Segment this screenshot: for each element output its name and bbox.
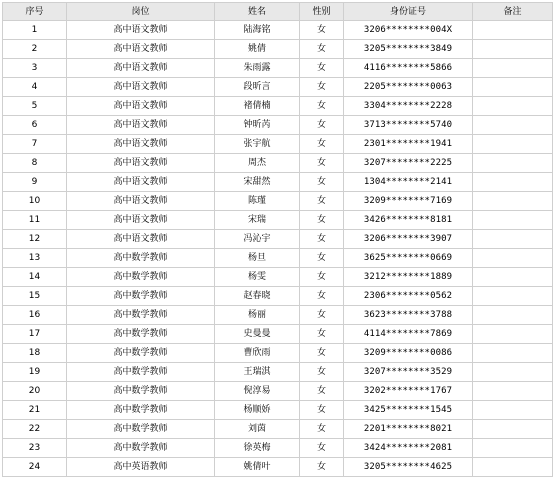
cell-remarks bbox=[473, 306, 553, 325]
cell-index: 14 bbox=[3, 268, 67, 287]
cell-remarks bbox=[473, 439, 553, 458]
cell-gender: 女 bbox=[300, 420, 344, 439]
cell-name: 刘茵 bbox=[215, 420, 300, 439]
cell-index: 21 bbox=[3, 401, 67, 420]
cell-name: 段昕言 bbox=[215, 78, 300, 97]
cell-position: 高中数学教师 bbox=[67, 325, 215, 344]
cell-name: 钟昕芮 bbox=[215, 116, 300, 135]
cell-index: 2 bbox=[3, 40, 67, 59]
cell-remarks bbox=[473, 401, 553, 420]
table-row bbox=[3, 78, 553, 97]
cell-id-number: 3206********004X bbox=[344, 21, 473, 40]
cell-remarks bbox=[473, 325, 553, 344]
cell-gender: 女 bbox=[300, 325, 344, 344]
cell-position: 高中语文教师 bbox=[67, 211, 215, 230]
column-header-remarks: 备注 bbox=[473, 3, 553, 21]
cell-id-number: 2205********0063 bbox=[344, 78, 473, 97]
cell-name: 姚倩叶 bbox=[215, 458, 300, 477]
cell-position: 高中数学教师 bbox=[67, 249, 215, 268]
cell-remarks bbox=[473, 363, 553, 382]
table-row bbox=[3, 382, 553, 401]
cell-position: 高中语文教师 bbox=[67, 116, 215, 135]
cell-id-number: 3212********1889 bbox=[344, 268, 473, 287]
cell-position: 高中语文教师 bbox=[67, 173, 215, 192]
cell-name: 杨丽 bbox=[215, 306, 300, 325]
cell-remarks bbox=[473, 268, 553, 287]
cell-id-number: 3625********0669 bbox=[344, 249, 473, 268]
column-header-gender: 性别 bbox=[300, 3, 344, 21]
cell-gender: 女 bbox=[300, 306, 344, 325]
table-row bbox=[3, 268, 553, 287]
cell-remarks bbox=[473, 135, 553, 154]
cell-position: 高中语文教师 bbox=[67, 97, 215, 116]
cell-gender: 女 bbox=[300, 382, 344, 401]
cell-gender: 女 bbox=[300, 439, 344, 458]
cell-id-number: 3206********3907 bbox=[344, 230, 473, 249]
candidate-table bbox=[2, 2, 553, 477]
cell-name: 朱雨露 bbox=[215, 59, 300, 78]
cell-name: 陈瑾 bbox=[215, 192, 300, 211]
cell-gender: 女 bbox=[300, 40, 344, 59]
table-row bbox=[3, 173, 553, 192]
cell-gender: 女 bbox=[300, 21, 344, 40]
table-row bbox=[3, 116, 553, 135]
cell-remarks bbox=[473, 211, 553, 230]
cell-id-number: 1304********2141 bbox=[344, 173, 473, 192]
cell-position: 高中语文教师 bbox=[67, 59, 215, 78]
cell-index: 12 bbox=[3, 230, 67, 249]
cell-position: 高中数学教师 bbox=[67, 306, 215, 325]
cell-id-number: 3426********8181 bbox=[344, 211, 473, 230]
cell-name: 王瑞淇 bbox=[215, 363, 300, 382]
cell-id-number: 3209********0086 bbox=[344, 344, 473, 363]
cell-remarks bbox=[473, 154, 553, 173]
column-header-name: 姓名 bbox=[215, 3, 300, 21]
cell-gender: 女 bbox=[300, 401, 344, 420]
cell-remarks bbox=[473, 458, 553, 477]
cell-position: 高中数学教师 bbox=[67, 287, 215, 306]
cell-gender: 女 bbox=[300, 78, 344, 97]
cell-remarks bbox=[473, 78, 553, 97]
table-row bbox=[3, 344, 553, 363]
table-row bbox=[3, 230, 553, 249]
cell-gender: 女 bbox=[300, 363, 344, 382]
cell-index: 17 bbox=[3, 325, 67, 344]
cell-id-number: 3207********2225 bbox=[344, 154, 473, 173]
cell-position: 高中数学教师 bbox=[67, 439, 215, 458]
cell-name: 冯沁宇 bbox=[215, 230, 300, 249]
cell-name: 赵春晓 bbox=[215, 287, 300, 306]
cell-index: 1 bbox=[3, 21, 67, 40]
table-row bbox=[3, 401, 553, 420]
table-row bbox=[3, 192, 553, 211]
table-row bbox=[3, 211, 553, 230]
cell-gender: 女 bbox=[300, 249, 344, 268]
cell-name: 周杰 bbox=[215, 154, 300, 173]
table-row bbox=[3, 40, 553, 59]
cell-index: 23 bbox=[3, 439, 67, 458]
table-row bbox=[3, 154, 553, 173]
cell-id-number: 3205********3849 bbox=[344, 40, 473, 59]
cell-position: 高中数学教师 bbox=[67, 382, 215, 401]
cell-position: 高中语文教师 bbox=[67, 135, 215, 154]
cell-name: 宋瑞 bbox=[215, 211, 300, 230]
table-row bbox=[3, 59, 553, 78]
table-row bbox=[3, 306, 553, 325]
cell-gender: 女 bbox=[300, 344, 344, 363]
cell-index: 10 bbox=[3, 192, 67, 211]
cell-position: 高中数学教师 bbox=[67, 401, 215, 420]
column-header-position: 岗位 bbox=[67, 3, 215, 21]
cell-id-number: 3205********4625 bbox=[344, 458, 473, 477]
cell-index: 20 bbox=[3, 382, 67, 401]
cell-index: 11 bbox=[3, 211, 67, 230]
cell-name: 陆海铭 bbox=[215, 21, 300, 40]
cell-id-number: 4116********5866 bbox=[344, 59, 473, 78]
header-row bbox=[3, 3, 553, 21]
cell-gender: 女 bbox=[300, 154, 344, 173]
cell-id-number: 2301********1941 bbox=[344, 135, 473, 154]
table-row bbox=[3, 21, 553, 40]
cell-remarks bbox=[473, 116, 553, 135]
cell-gender: 女 bbox=[300, 173, 344, 192]
cell-gender: 女 bbox=[300, 287, 344, 306]
cell-remarks bbox=[473, 21, 553, 40]
cell-index: 13 bbox=[3, 249, 67, 268]
cell-gender: 女 bbox=[300, 211, 344, 230]
cell-index: 7 bbox=[3, 135, 67, 154]
table-body bbox=[3, 21, 553, 477]
cell-name: 褚倩楠 bbox=[215, 97, 300, 116]
table-row bbox=[3, 249, 553, 268]
table-row bbox=[3, 439, 553, 458]
cell-index: 22 bbox=[3, 420, 67, 439]
cell-id-number: 3207********3529 bbox=[344, 363, 473, 382]
table-row bbox=[3, 363, 553, 382]
cell-position: 高中数学教师 bbox=[67, 420, 215, 439]
table-row bbox=[3, 97, 553, 116]
cell-index: 3 bbox=[3, 59, 67, 78]
cell-gender: 女 bbox=[300, 230, 344, 249]
cell-remarks bbox=[473, 287, 553, 306]
cell-index: 18 bbox=[3, 344, 67, 363]
cell-gender: 女 bbox=[300, 458, 344, 477]
cell-index: 24 bbox=[3, 458, 67, 477]
cell-gender: 女 bbox=[300, 268, 344, 287]
cell-index: 16 bbox=[3, 306, 67, 325]
cell-position: 高中语文教师 bbox=[67, 230, 215, 249]
cell-id-number: 2306********0562 bbox=[344, 287, 473, 306]
cell-position: 高中语文教师 bbox=[67, 78, 215, 97]
table-row bbox=[3, 287, 553, 306]
cell-name: 杨旦 bbox=[215, 249, 300, 268]
column-header-index: 序号 bbox=[3, 3, 67, 21]
cell-position: 高中语文教师 bbox=[67, 21, 215, 40]
cell-remarks bbox=[473, 249, 553, 268]
cell-name: 张宇航 bbox=[215, 135, 300, 154]
table-row bbox=[3, 420, 553, 439]
cell-index: 9 bbox=[3, 173, 67, 192]
cell-remarks bbox=[473, 59, 553, 78]
cell-name: 杨顺娇 bbox=[215, 401, 300, 420]
cell-gender: 女 bbox=[300, 59, 344, 78]
cell-index: 6 bbox=[3, 116, 67, 135]
cell-gender: 女 bbox=[300, 192, 344, 211]
cell-name: 杨雯 bbox=[215, 268, 300, 287]
cell-id-number: 3713********5740 bbox=[344, 116, 473, 135]
cell-position: 高中语文教师 bbox=[67, 154, 215, 173]
cell-name: 姚倩 bbox=[215, 40, 300, 59]
cell-name: 史曼曼 bbox=[215, 325, 300, 344]
cell-gender: 女 bbox=[300, 135, 344, 154]
cell-position: 高中数学教师 bbox=[67, 268, 215, 287]
cell-name: 徐英梅 bbox=[215, 439, 300, 458]
cell-id-number: 3424********2081 bbox=[344, 439, 473, 458]
cell-id-number: 3623********3788 bbox=[344, 306, 473, 325]
cell-id-number: 2201********8021 bbox=[344, 420, 473, 439]
cell-id-number: 3425********1545 bbox=[344, 401, 473, 420]
table-row bbox=[3, 458, 553, 477]
cell-index: 8 bbox=[3, 154, 67, 173]
column-header-id-number: 身份证号 bbox=[344, 3, 473, 21]
cell-index: 15 bbox=[3, 287, 67, 306]
cell-position: 高中数学教师 bbox=[67, 344, 215, 363]
cell-id-number: 3202********1767 bbox=[344, 382, 473, 401]
cell-id-number: 3304********2228 bbox=[344, 97, 473, 116]
cell-id-number: 3209********7169 bbox=[344, 192, 473, 211]
table-header bbox=[3, 3, 553, 21]
cell-index: 5 bbox=[3, 97, 67, 116]
cell-remarks bbox=[473, 344, 553, 363]
cell-gender: 女 bbox=[300, 97, 344, 116]
cell-name: 宋甜然 bbox=[215, 173, 300, 192]
cell-remarks bbox=[473, 382, 553, 401]
cell-remarks bbox=[473, 230, 553, 249]
table-row bbox=[3, 135, 553, 154]
cell-position: 高中数学教师 bbox=[67, 363, 215, 382]
cell-name: 曹欣雨 bbox=[215, 344, 300, 363]
cell-remarks bbox=[473, 420, 553, 439]
cell-remarks bbox=[473, 192, 553, 211]
cell-remarks bbox=[473, 173, 553, 192]
cell-index: 4 bbox=[3, 78, 67, 97]
cell-position: 高中英语教师 bbox=[67, 458, 215, 477]
cell-name: 倪淳易 bbox=[215, 382, 300, 401]
cell-remarks bbox=[473, 97, 553, 116]
cell-position: 高中语文教师 bbox=[67, 40, 215, 59]
cell-index: 19 bbox=[3, 363, 67, 382]
cell-position: 高中语文教师 bbox=[67, 192, 215, 211]
cell-remarks bbox=[473, 40, 553, 59]
table-row bbox=[3, 325, 553, 344]
cell-id-number: 4114********7869 bbox=[344, 325, 473, 344]
cell-gender: 女 bbox=[300, 116, 344, 135]
